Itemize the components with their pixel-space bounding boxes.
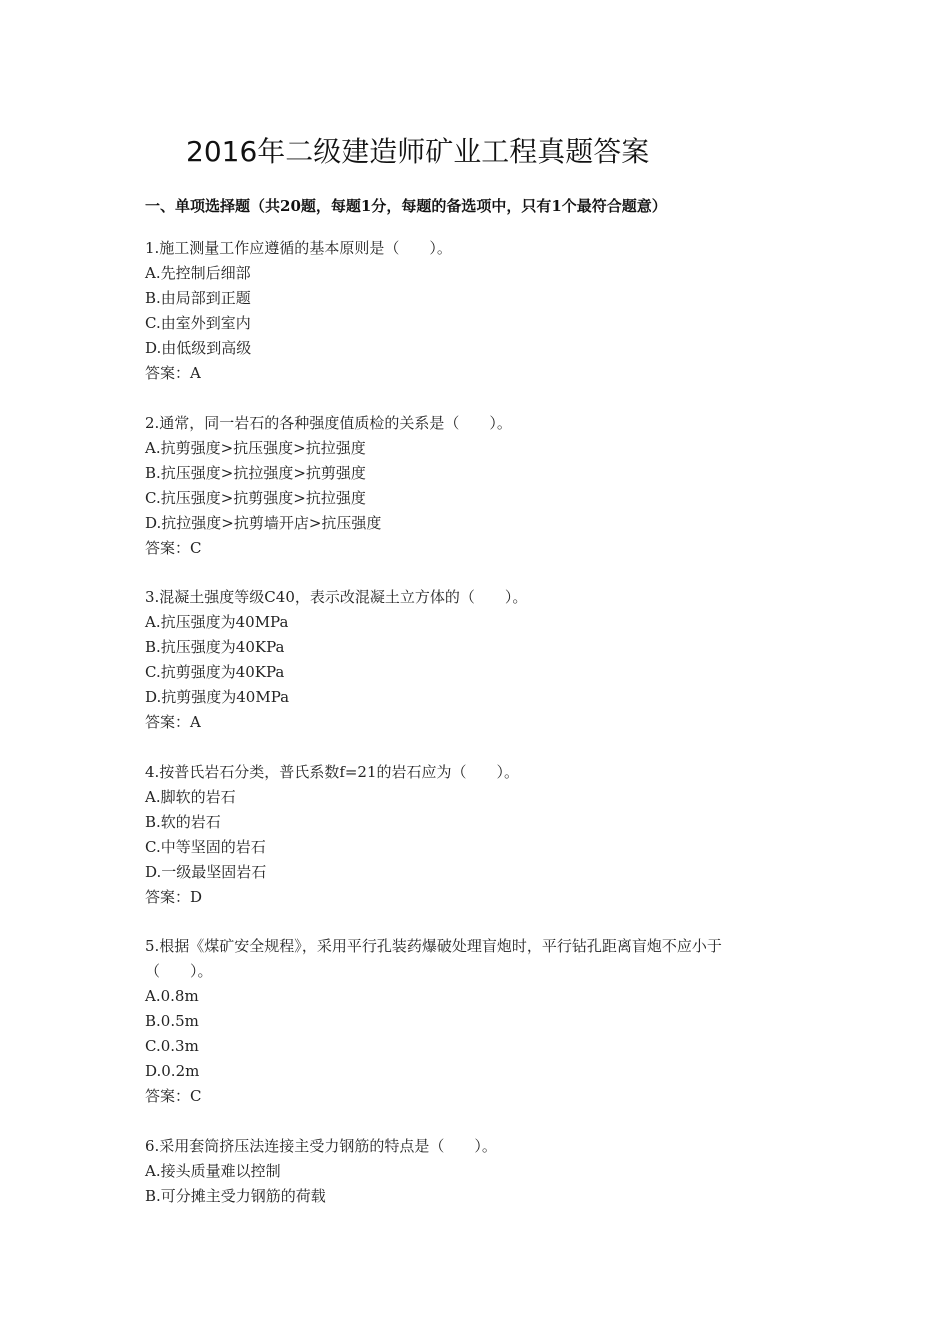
- question-stem: 4.按普氏岩石分类，普氏系数f=21的岩石应为（ ）。: [145, 762, 520, 781]
- question-item: [145, 236, 815, 386]
- answer-option: C.0.3m: [145, 1037, 199, 1055]
- answer-option: A.脚软的岩石: [145, 787, 236, 806]
- answer-key: 答案：C: [145, 538, 202, 557]
- answer-option: B.抗压强度为40KPa: [145, 638, 285, 656]
- answer-option: D.抗剪强度为40MPa: [145, 688, 290, 706]
- question-item: [145, 760, 815, 910]
- question-stem: 6.采用套筒挤压法连接主受力钢筋的特点是（ ）。: [145, 1136, 497, 1155]
- answer-option: B.由局部到正题: [145, 289, 251, 307]
- answer-option: D.抗拉强度>抗剪墙开店>抗压强度: [145, 513, 382, 532]
- answer-option: D.0.2m: [145, 1062, 200, 1080]
- answer-key: 答案：D: [145, 887, 203, 906]
- section-heading: 一、单项选择题（共20题，每题1分，每题的备选项中，只有1个最符合题意）: [145, 197, 667, 215]
- question-list: [145, 236, 815, 1233]
- question-stem: 3.混凝土强度等级C40，表示改混凝土立方体的（ ）。: [145, 588, 528, 606]
- answer-option: A.先控制后细部: [145, 264, 251, 282]
- answer-option: C.抗压强度>抗剪强度>抗拉强度: [145, 488, 366, 507]
- answer-option: B.软的岩石: [145, 812, 221, 831]
- answer-option: A.抗剪强度>抗压强度>抗拉强度: [145, 438, 366, 457]
- question-item: [145, 1134, 815, 1209]
- answer-option: A.抗压强度为40MPa: [145, 613, 289, 631]
- answer-option: A.0.8m: [145, 987, 199, 1005]
- answer-option: B.可分摊主受力钢筋的荷载: [145, 1186, 326, 1205]
- answer-option: B.0.5m: [145, 1012, 199, 1030]
- answer-option: B.抗压强度>抗拉强度>抗剪强度: [145, 463, 366, 482]
- answer-key: 答案：A: [145, 364, 201, 382]
- question-stem: 2.通常，同一岩石的各种强度值质检的关系是（ ）。: [145, 413, 512, 432]
- answer-key: 答案：C: [145, 1087, 202, 1105]
- question-stem: 5.根据《煤矿安全规程》，采用平行孔装药爆破处理盲炮时，平行钻孔距离盲炮不应小于: [145, 937, 722, 955]
- answer-option: C.中等坚固的岩石: [145, 837, 266, 856]
- question-stem: （ ）。: [145, 962, 213, 980]
- answer-option: C.由室外到室内: [145, 314, 251, 332]
- answer-option: D.由低级到高级: [145, 339, 252, 357]
- answer-key: 答案：A: [145, 713, 201, 731]
- question-item: [145, 585, 815, 735]
- answer-option: D.一级最坚固岩石: [145, 862, 267, 881]
- page-title: 2016年二级建造师矿业工程真题答案: [186, 135, 650, 168]
- answer-option: A.接头质量难以控制: [145, 1161, 281, 1180]
- question-item: [145, 934, 815, 1109]
- answer-option: C.抗剪强度为40KPa: [145, 663, 285, 681]
- question-item: [145, 411, 815, 561]
- question-stem: 1.施工测量工作应遵循的基本原则是（ ）。: [145, 239, 452, 257]
